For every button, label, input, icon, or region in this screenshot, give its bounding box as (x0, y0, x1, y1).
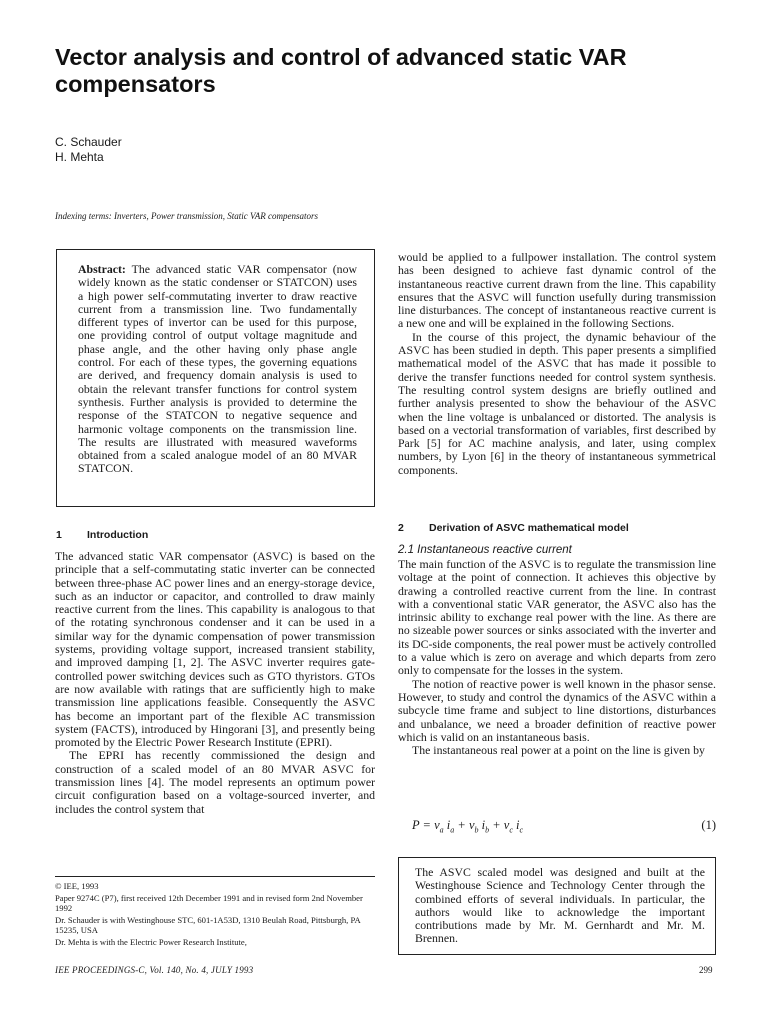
paragraph: The main function of the ASVC is to regulate the transmission line voltage at the point of connection. It achieves this objective by drawing a controlled reactive current from the line. In contrast with a conventional static VAR generator, the ASVC also has the intrinsic ability to exchange real power with the line. As there are no sizeable power sources or sinks associated with the inverter and its DC-side components, the real power must be actively controlled to a value which is zero on average and which departs from zero only to compensate for the losses in the system. (398, 557, 716, 678)
footnote: Dr. Mehta is with the Electric Power Research Institute, (55, 936, 247, 947)
paragraph: The notion of reactive power is well known in the phasor sense. However, to study and control the dynamics of the ASVC within a subcycle time frame and subject to line distortions, disturbances and unbalance, we need a broader definition of reactive power which is valid on an instantaneous basis. (398, 676, 716, 744)
indexing-terms: Indexing terms: Inverters, Power transmission, Static VAR compensators (55, 211, 319, 221)
author-name: H. Mehta (55, 150, 104, 164)
footnote: © IEE, 1993 (55, 881, 99, 891)
journal-citation: IEE PROCEEDINGS-C, Vol. 140, No. 4, JULY 1993 (55, 965, 254, 975)
section-number: 2 (398, 522, 404, 534)
author-list (55, 135, 122, 165)
section-title: Introduction (87, 529, 149, 541)
equation-number: (1) (701, 818, 716, 832)
right-column-section-2 (398, 558, 716, 757)
right-column-intro (398, 251, 716, 477)
section-2-heading (398, 522, 629, 534)
footnote-divider (55, 876, 375, 877)
section-title: Derivation of ASVC mathematical model (429, 522, 629, 534)
paragraph: In the course of this project, the dynamic behaviour of the ASVC has been studied in depth. This paper presents a simplified mathematical model of the ASVC that has made it possible to derive the transfer functions needed for control system synthesis. The resulting control system designs are briefly outlined and further analysis presented to show the behaviour of the ASVC when the line voltage is unbalanced or distorted. The analysis is based on a vectorial transformation of variables, first described by Park [5] for AC machine analysis, and later, using complex numbers, by Lyon [6] in the theory of instantaneous symmetrical components. (398, 329, 716, 477)
paragraph: The advanced static VAR compensator (ASVC) is based on the principle that a self-commutating static inverter can be connected between three-phase AC power lines and an energy-storage device, such as an inductor or capacitor, and controlled to draw mainly reactive current from the lines. This capability is analogous to that of the rotating synchronous condenser and it can be used in a similar way for the dynamic compensation of power transmission systems, providing voltage support, increased transient stability, and improved damping [1, 2]. The ASVC inverter requires gate-controlled power switching devices such as GTO thyristors. GTOs are now available with ratings that are sufficiently high to make transmission line applications feasible. Consequently the ASVC has become an important part of the flexible AC transmission system (FACTS), introduced by Hingorani [3], and presently being promoted by the Electric Power Research Institute (EPRI). (55, 549, 375, 750)
page-number: 299 (699, 965, 713, 975)
acknowledgment-text: The ASVC scaled model was designed and built at the Westinghouse Science and Technology Center through the combined efforts of several individuals. In particular, the authors would like to acknowledge the important contributions made by Mr. M. Gernhardt and Mr. M. Brennen. (415, 865, 705, 946)
acknowledgment-box (398, 857, 716, 955)
paper-title: Vector analysis and control of advanced static VAR compensators (55, 44, 627, 97)
abstract-label: Abstract: (78, 262, 126, 276)
equation-1 (398, 818, 716, 834)
subsection-heading: 2.1 Instantaneous reactive current (398, 544, 572, 556)
abstract-body: The advanced static VAR compensator (now widely known as the static condenser or STATCON) uses a high power self-commutating inverter to draw reactive current from a transmission line. Two fundamentally different types of invertor can be used for this purpose, one providing control of output voltage magnitude and phase angle, and the other having only phase angle control. For each of these types, the governing equations are derived, and frequency domain analysis is used to obtain the relevant transfer functions for control system synthesis. Further analysis is provided to determine the response of the STATCON to negative sequence and harmonic voltage components on the transmission line. The results are illustrated with measured waveforms obtained from a scaled analogue model of an 80 MVAR STATCON. (78, 262, 357, 476)
equation-body: $P = v_a$ $i_a + v_b$ $i_b + v_c$ $i_c$ (412, 818, 524, 835)
footnote: Paper 9274C (P7), first received 12th December 1991 and in revised form 2nd November 1992 (55, 892, 363, 914)
abstract-box (56, 249, 375, 507)
section-1-heading (56, 529, 148, 541)
paragraph: would be applied to a fullpower installation. The control system has been designed to achieve fast dynamic control of the instantaneous reactive current drawn from the line. This capability ensures that the ASVC will function usefully during transmission line disturbances. The concept of instantaneous reactive current is a new one and will be explained in the following Sections. (398, 250, 716, 331)
footnote: Dr. Schauder is with Westinghouse STC, 601-1A53D, 1310 Beulah Road, Pittsburgh, PA 15235, USA (55, 914, 361, 936)
left-column-body (55, 550, 375, 816)
paragraph: The EPRI has recently commissioned the design and construction of a scaled model of an 80 MVAR ASVC for transmission lines [4]. The model represents an optimum power circuit configuration based on a voltage-sourced inverter, and includes the control system that (55, 748, 375, 816)
author-name: C. Schauder (55, 135, 122, 149)
abstract-text (78, 263, 357, 476)
section-number: 1 (56, 529, 62, 541)
footnotes (55, 881, 375, 949)
paragraph: The instantaneous real power at a point on the line is given by (412, 743, 705, 758)
